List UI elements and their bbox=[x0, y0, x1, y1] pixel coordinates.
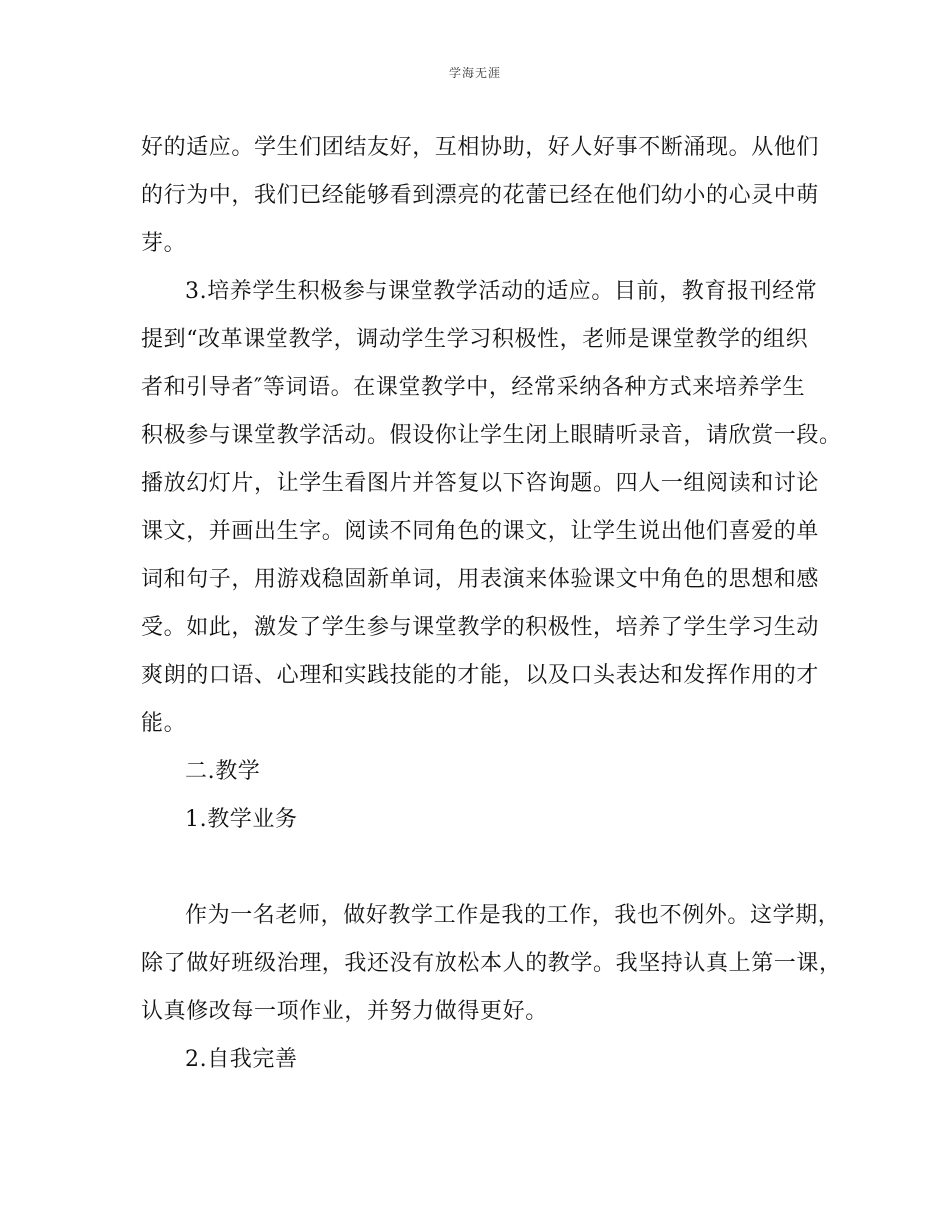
text-line: 爽朗的口语、心理和实践技能的才能，以及口头表达和发挥作用的才 bbox=[141, 663, 820, 688]
text-line: 播放幻灯片，让学生看图片并答复以下咨询题。四人一组阅读和讨论 bbox=[141, 471, 820, 496]
document-body bbox=[141, 124, 842, 1084]
subsection-heading: 1.教学业务 bbox=[185, 807, 298, 832]
text-line: 认真修改每一项作业，并努力做得更好。 bbox=[141, 999, 548, 1024]
subsection-heading: 2.自我完善 bbox=[185, 1047, 298, 1072]
text-line: 课文，并画出生字。阅读不同角色的课文，让学生说出他们喜爱的单 bbox=[141, 519, 820, 544]
blank-line bbox=[141, 844, 821, 892]
text-line: 者和引导者″等词语。在课堂教学中，经常采纳各种方式来培养学生 bbox=[141, 375, 806, 400]
text-line: 词和句子，用游戏稳固新单词，用表演来体验课文中角色的思想和感 bbox=[141, 567, 820, 592]
text-line: 除了做好班级治理，我还没有放松本人的教学。我坚持认真上第一课， bbox=[141, 951, 842, 976]
section-heading: 二.教学 bbox=[185, 759, 261, 784]
text-line: 能。 bbox=[141, 711, 187, 736]
text-line: 提到“改革课堂教学，调动学生学习积极性，老师是课堂教学的组织 bbox=[141, 327, 809, 352]
text-line: 积极参与课堂教学活动。假设你让学生闭上眼睛听录音，请欣赏一段。 bbox=[141, 423, 842, 448]
text-line: 好的适应。学生们团结友好，互相协助，好人好事不断涌现。从他们 bbox=[141, 135, 820, 160]
text-line: 受。如此，激发了学生参与课堂教学的积极性，培养了学生学习生动 bbox=[141, 615, 820, 640]
page-header: 学海无涯 bbox=[448, 66, 501, 80]
text-line: 芽。 bbox=[141, 231, 187, 256]
text-line: 的行为中，我们已经能够看到漂亮的花蕾已经在他们幼小的心灵中萌 bbox=[141, 183, 820, 208]
paragraph-start: 3.培养学生积极参与课堂教学活动的适应。目前，教育报刊经常 bbox=[185, 279, 818, 304]
paragraph-start: 作为一名老师，做好教学工作是我的工作，我也不例外。这学期， bbox=[185, 903, 841, 928]
